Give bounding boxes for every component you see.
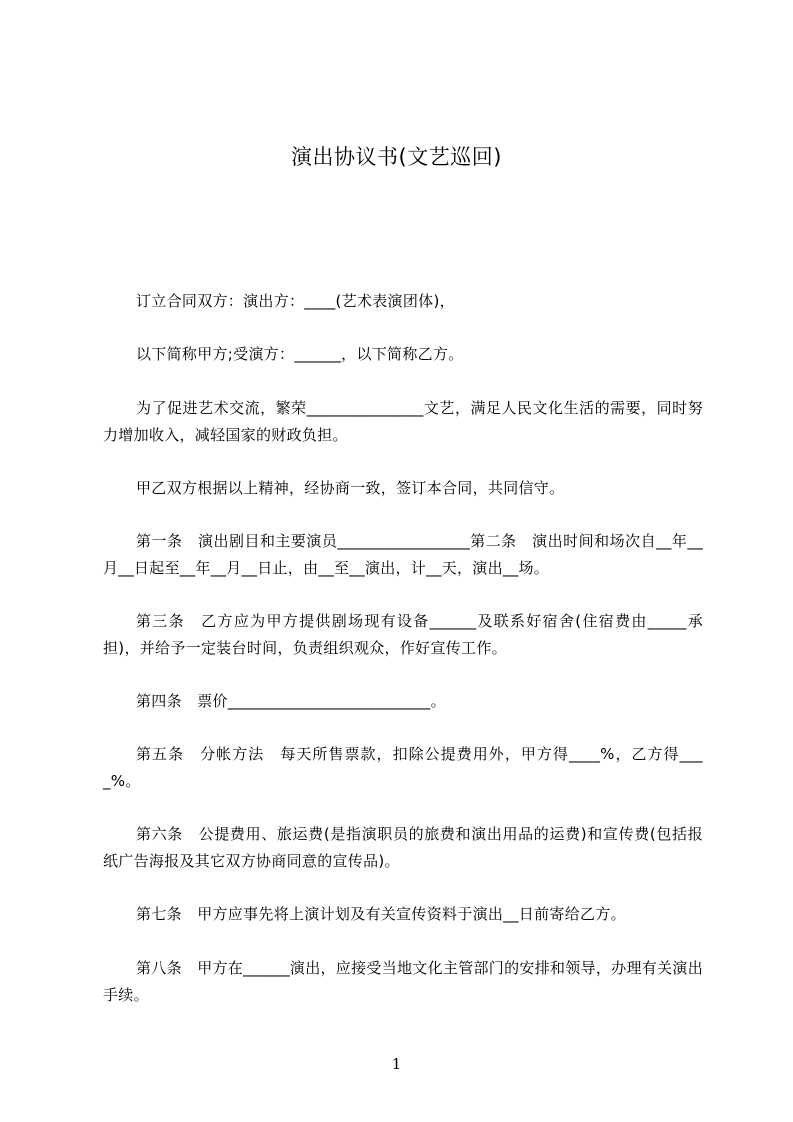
paragraph-agreement: 甲乙双方根据以上精神，经协商一致，签订本合同，共同信守。 (136, 479, 565, 497)
paragraph-article-8: 第八条 甲方在______演出，应接受当地文化主管部门的安排和领导，办理有关演出手续。 (103, 959, 704, 1004)
paragraph-article-5: 第五条 分帐方法 每天所售票款，扣除公提费用外，甲方得____%，乙方得____%。 (103, 745, 703, 790)
paragraph-purpose: 为了促进艺术交流，繁荣_______________文艺，满足人民文化生活的需要，同时努力增加收入，减轻国家的财政负担。 (103, 399, 703, 444)
paragraph-party-b: 以下简称甲方;受演方：______，以下简称乙方。 (136, 345, 464, 363)
paragraph-article-3: 第三条 乙方应为甲方提供剧场现有设备______及联系好宿舍(住宿费由_____承担)，并给予一定装台时间，负责组织观众，作好宣传工作。 (103, 612, 703, 657)
page-number: 1 (391, 1055, 402, 1073)
paragraph-parties: 订立合同双方：演出方：____(艺术表演团体)， (136, 292, 455, 310)
document-title: 演出协议书(文艺巡回) (291, 145, 502, 169)
paragraph-article-4: 第四条 票价__________________________。 (136, 692, 446, 710)
paragraph-article-7: 第七条 甲方应事先将上演计划及有关宣传资料于演出__日前寄给乙方。 (136, 905, 626, 923)
paragraph-article-6: 第六条 公提费用、旅运费(是指演职员的旅费和演出用品的运费)和宣传费(包括报纸广告海报及其它双方协商同意的宣传品)。 (103, 825, 703, 870)
paragraph-article-1-2: 第一条 演出剧目和主要演员_________________第二条 演出时间和场次自__年__月__日起至__年__月__日止，由__至__演出，计__天，演出__场。 (103, 532, 703, 577)
